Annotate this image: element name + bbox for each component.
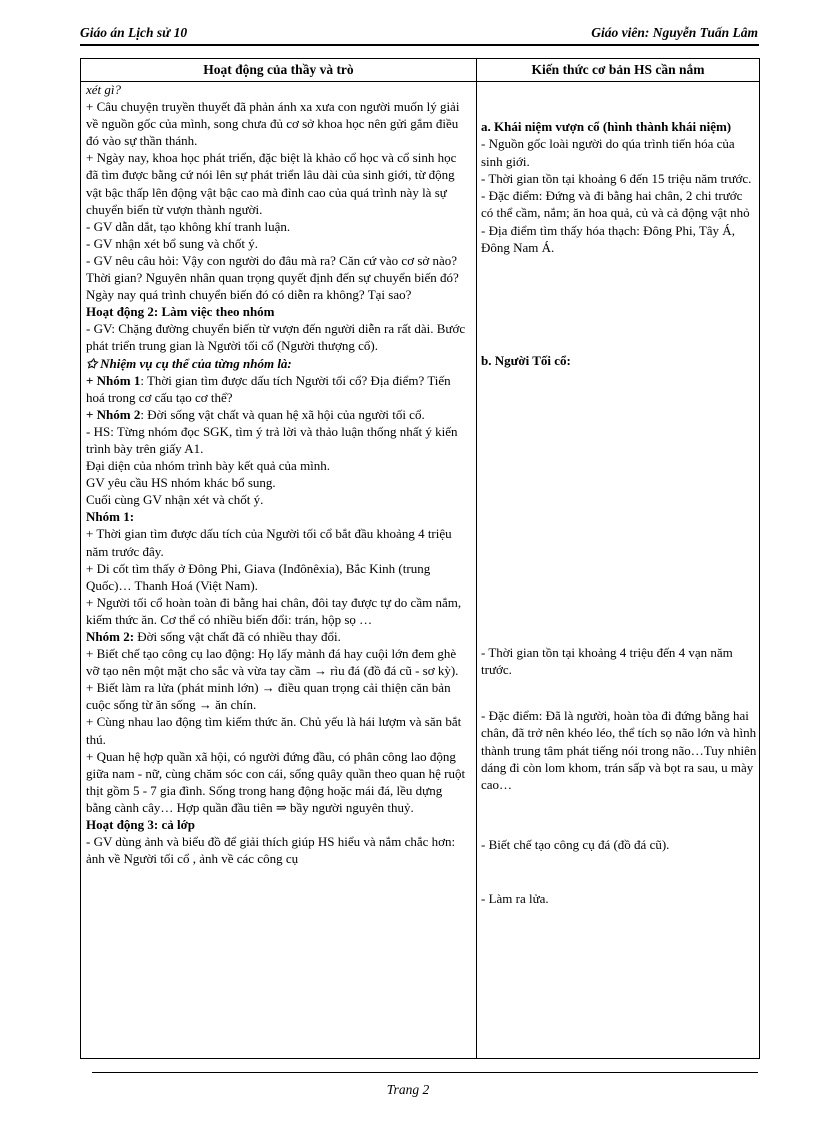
group-1-label: + Nhóm 1 bbox=[86, 372, 141, 388]
activities-column bbox=[86, 81, 470, 867]
header-subject: Giáo án Lịch sử 10 bbox=[80, 25, 188, 40]
activity-3-heading: Hoạt động 3: cả lớp bbox=[86, 817, 196, 833]
text-line: + Biết làm ra lửa (phát minh lớn) → điều quan trọng cải thiện căn bản cuộc sống từ ăn sống → ăn chín. bbox=[86, 680, 451, 713]
text-line: GV yêu cầu HS nhóm khác bổ sung. bbox=[86, 475, 276, 491]
knowledge-b3: - Biết chế tạo công cụ đá (đồ đá cũ). bbox=[481, 837, 670, 852]
group-1-task: : Thời gian tìm được dấu tích Người tối cổ? Địa điểm? Tiến hoá trong cơ cấu tạo cơ thể? bbox=[86, 372, 451, 405]
page-number: Trang 2 bbox=[386, 1082, 430, 1097]
column-header-activities: Hoạt động của thầy và trò bbox=[203, 62, 354, 77]
group-1-heading: Nhóm 1: bbox=[86, 509, 135, 525]
footer-rule bbox=[92, 1072, 758, 1073]
activity-2-heading: Hoạt động 2: Làm việc theo nhóm bbox=[86, 304, 275, 320]
knowledge-b1: - Thời gian tồn tại khoảng 4 triệu đến 4 vạn năm trước. bbox=[481, 645, 733, 678]
text-line: - HS: Từng nhóm đọc SGK, tìm ý trả lời và thảo luận thống nhất ý kiến trình bày trên giấy A1. bbox=[86, 423, 458, 456]
text-line: - GV dẫn dắt, tạo không khí tranh luận. bbox=[86, 218, 291, 234]
text-line: - Đặc điểm: Đứng và đi bằng hai chân, 2 chi trước có thể cầm, nắm; ăn hoa quả, củ và cả động vật nhỏ bbox=[481, 188, 750, 221]
text-line: Đại diện của nhóm trình bày kết quả của mình. bbox=[86, 458, 331, 474]
section-a-title: a. Khái niệm vượn cổ (hình thành khái niệm) bbox=[481, 119, 732, 134]
group-2-text: Đời sống vật chất đã có nhiều thay đổi. bbox=[134, 629, 341, 644]
text-line: + Biết chế tạo công cụ lao động: Họ lấy mảnh đá hay cuội lớn đem ghè vỡ tạo nên một mặt cho sắc và vừa tay cầm → rìu đá (đồ đá cũ - sơ kỳ). bbox=[86, 646, 459, 679]
text-line: - GV nhận xét bổ sung và chốt ý. bbox=[86, 235, 258, 251]
text-line: - Thời gian tồn tại khoảng 6 đến 15 triệu năm trước. bbox=[481, 170, 752, 186]
text-line: Cuối cùng GV nhận xét và chốt ý. bbox=[86, 492, 264, 508]
text-line: - GV: Chặng đường chuyển biến từ vượn đến người diễn ra rất dài. Bước phát triển trung gian là Người tối cổ (Người thượng cổ). bbox=[86, 321, 466, 354]
text-line: + Người tối cổ hoàn toàn đi bằng hai chân, đôi tay được tự do cầm nắm, kiếm thức ăn. Cơ thể có nhiều biến đổi: trán, hộp sọ … bbox=[86, 594, 462, 627]
group-2-task: : Đời sống vật chất và quan hệ xã hội của người tối cổ. bbox=[140, 406, 425, 422]
text-line: + Câu chuyện truyền thuyết đã phản ánh xa xưa con người muốn lý giải về nguồn gốc của mình, song chưa đủ cơ sở khoa học nên gửi gắm điều đó vào sự thần thánh. bbox=[86, 99, 460, 149]
text-line: + Di cốt tìm thấy ở Đông Phi, Giava (Inđônêxia), Bắc Kinh (trung Quốc)… Thanh Hoá (Việt Nam). bbox=[86, 560, 431, 593]
text-line: + Cùng nhau lao động tìm kiếm thức ăn. Chủ yếu là hái lượm và săn bắt thú. bbox=[86, 714, 462, 747]
column-header-knowledge: Kiến thức cơ bản HS cần nắm bbox=[531, 62, 705, 77]
text-line: - Nguồn gốc loài người do qúa trình tiến hóa của sinh giới. bbox=[481, 136, 735, 169]
group-2-heading: Nhóm 2: bbox=[86, 629, 135, 644]
page-header bbox=[80, 25, 758, 45]
text-line bbox=[86, 628, 470, 645]
section-b-title-text: b. Người Tối cổ: bbox=[481, 353, 571, 368]
knowledge-b2: - Đặc điểm: Đã là người, hoàn tòa đi đứng bằng hai chân, đã trở nên khéo léo, thể tích sọ não lớn và hình thành trung tâm phát tiếng nói trong não…Tuy nhiên dáng đi còn lom khom, trán sấp và bọt ra sau, u mày cao… bbox=[481, 708, 757, 793]
knowledge-block-a bbox=[481, 118, 757, 256]
text-line: xét gì? bbox=[86, 82, 122, 97]
text-line: - Địa điểm tìm thấy hóa thạch: Đông Phi, Tây Á, Đông Nam Á. bbox=[481, 222, 735, 256]
text-line: - GV dùng ảnh và biểu đồ để giải thích giúp HS hiểu và nắm chắc hơn: ảnh về Người tối cổ , ảnh về các công cụ bbox=[86, 834, 456, 867]
group-2-label: + Nhóm 2 bbox=[86, 406, 141, 422]
text-line: + Ngày nay, khoa học phát triển, đặc biệt là khảo cổ học và cổ sinh học đã tìm được bằng cứ nói lên sự phát triển lâu dài của sinh giới, từ động vật bậc thấp lên động vật bậc cao mà đỉnh cao của quá trình này là sự chuyển biến từ vượn thành người. bbox=[86, 150, 457, 217]
text-line bbox=[86, 406, 470, 423]
section-b-title bbox=[481, 352, 757, 369]
header-teacher: Giáo viên: Nguyễn Tuấn Lâm bbox=[591, 25, 758, 40]
text-line: + Thời gian tìm được dấu tích của Người tối cổ bắt đầu khoảng 4 triệu năm trước đây. bbox=[86, 526, 452, 559]
text-line: + Quan hệ hợp quần xã hội, có người đứng đầu, có phân công lao động giữa nam - nữ, cùng chăm sóc con cái, sống quây quần theo quan hệ ruột thịt gồm 5 - 7 gia đình. Sống trong hang động hoặc mái đá, lều dựng bằng cành cây… Hợp quần đầu tiên ⇒ bầy người nguyên thuỷ. bbox=[86, 748, 466, 815]
group-tasks-heading: ✩ Nhiệm vụ cụ thể của từng nhóm là: bbox=[86, 355, 292, 371]
text-line bbox=[86, 372, 470, 406]
header-rule bbox=[80, 44, 759, 46]
knowledge-b4: - Làm ra lửa. bbox=[481, 891, 549, 906]
text-line: - GV nêu câu hỏi: Vậy con người do đâu mà ra? Căn cứ vào cơ sở nào? Thời gian? Nguyên nhân quan trọng quyết định đến sự chuyển biến đó? Ngày nay quá trình chuyển biến đó có diễn ra không? Tại sao? bbox=[86, 252, 459, 303]
column-divider bbox=[476, 59, 477, 1058]
